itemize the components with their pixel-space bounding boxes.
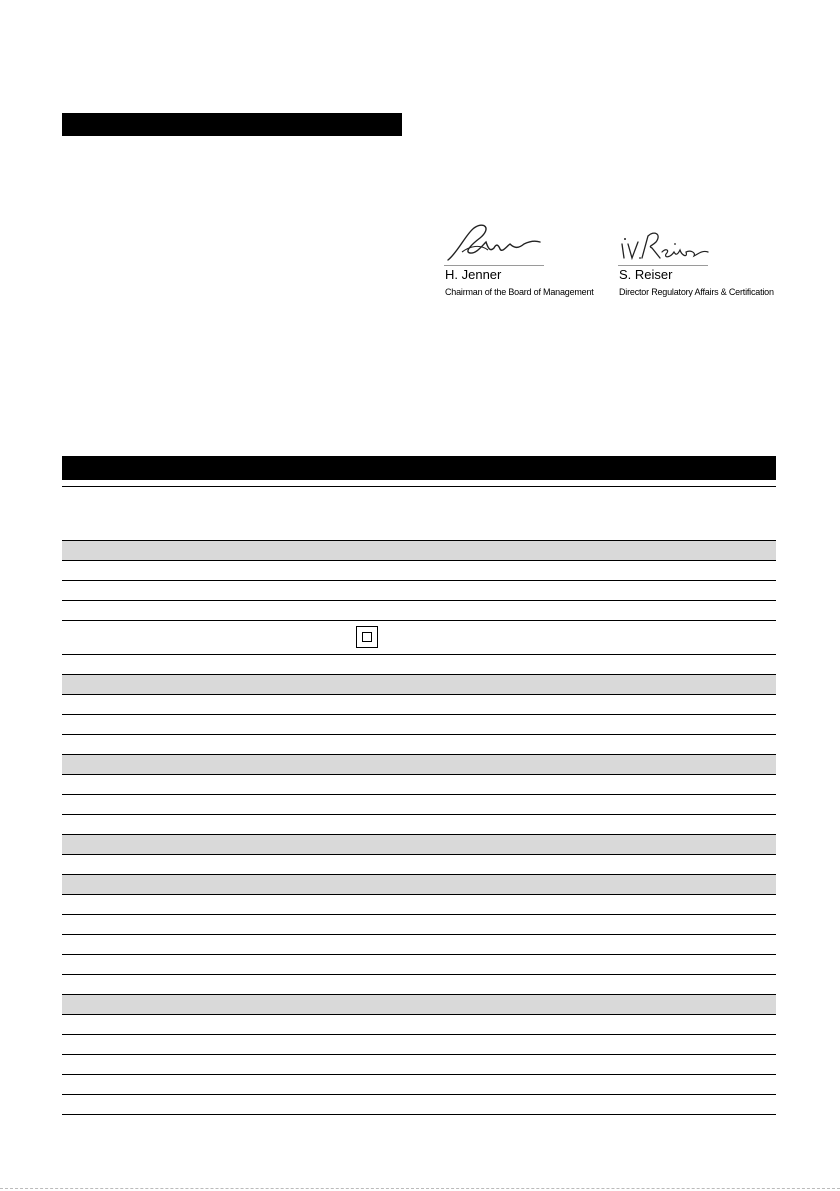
signatory-title: Director Regulatory Affairs & Certification — [619, 287, 774, 297]
table-row — [62, 1075, 776, 1095]
signatory-name: S. Reiser — [619, 267, 673, 282]
signature-block-jenner — [444, 222, 594, 297]
table-header-row — [62, 486, 776, 541]
table-group-row — [62, 541, 776, 561]
signature-line — [444, 265, 544, 266]
signature-line — [618, 265, 708, 266]
table-row — [62, 935, 776, 955]
page-edge-divider — [0, 1188, 840, 1189]
section-heading-bar — [62, 113, 402, 136]
signature-reiser-image — [618, 222, 718, 266]
signature-block-reiser — [618, 222, 774, 297]
table-row — [62, 735, 776, 755]
table-group-row — [62, 755, 776, 775]
table-row — [62, 601, 776, 621]
table-row — [62, 1015, 776, 1035]
table-row — [62, 775, 776, 795]
table-row — [62, 815, 776, 835]
table-row — [62, 715, 776, 735]
table-group-row — [62, 835, 776, 855]
table-row — [62, 915, 776, 935]
table-row — [62, 561, 776, 581]
signature-jenner-image — [444, 222, 554, 266]
signatory-name: H. Jenner — [445, 267, 502, 282]
table-row — [62, 975, 776, 995]
technical-data-table — [62, 486, 776, 1115]
signatory-title: Chairman of the Board of Management — [445, 287, 594, 297]
table-group-row — [62, 675, 776, 695]
table-row — [62, 795, 776, 815]
protection-class-ii-icon — [356, 626, 378, 648]
table-row — [62, 1035, 776, 1055]
table-row — [62, 581, 776, 601]
table-row — [62, 955, 776, 975]
table-row — [62, 895, 776, 915]
table-row — [62, 655, 776, 675]
table-row-protection-class — [62, 621, 776, 655]
table-row — [62, 855, 776, 875]
table-row — [62, 1095, 776, 1115]
technical-data-heading-bar — [62, 456, 776, 480]
table-group-row — [62, 995, 776, 1015]
table-row — [62, 695, 776, 715]
table-group-row — [62, 875, 776, 895]
table-row — [62, 1055, 776, 1075]
